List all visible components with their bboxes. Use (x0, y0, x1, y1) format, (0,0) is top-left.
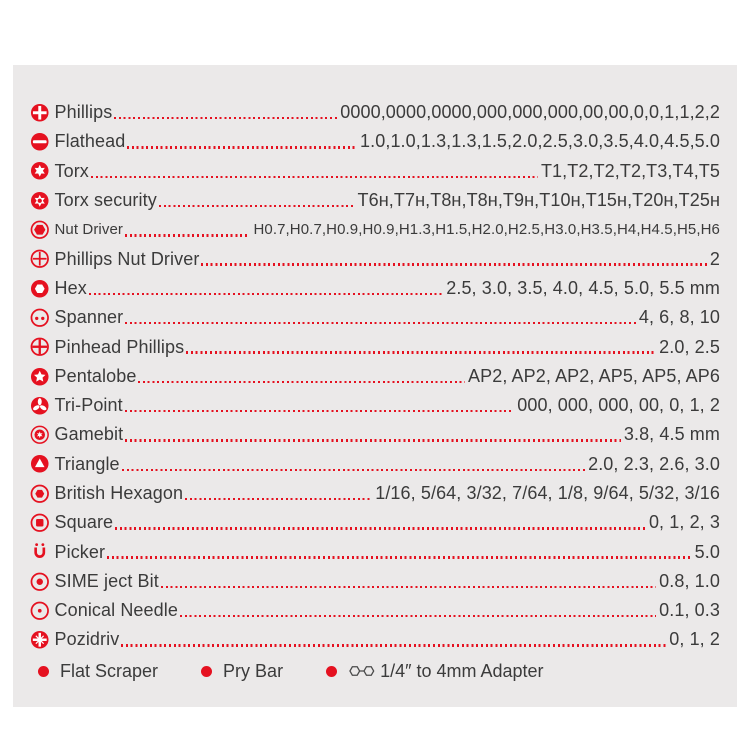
spec-row-gamebit (30, 420, 720, 449)
dotted-leader (107, 556, 692, 558)
dotted-leader (138, 381, 465, 383)
spec-values: 2 (709, 248, 720, 269)
flathead-icon (30, 132, 50, 152)
dotted-leader (125, 322, 636, 324)
spec-label: Square (54, 512, 114, 533)
spec-label: Gamebit (54, 424, 124, 445)
gamebit-icon (30, 425, 50, 445)
spec-values: AP2, AP2, AP2, AP5, AP5, AP6 (468, 365, 720, 386)
spec-label: Hex (54, 277, 87, 298)
bullet-dot-icon (38, 666, 49, 677)
footer-extras (30, 657, 720, 686)
torx-icon (30, 161, 50, 181)
dotted-leader (122, 469, 585, 471)
nut-driver-icon (30, 220, 50, 240)
bullet-dot-icon (201, 666, 212, 677)
spec-label: Torx security (54, 190, 157, 211)
hex-icon (30, 279, 50, 299)
torx-security-icon (30, 191, 50, 211)
spec-row-nut-driver (30, 215, 720, 244)
spec-label: Phillips Nut Driver (54, 248, 200, 269)
spec-row-pinhead-phillips (30, 332, 720, 361)
dotted-leader (89, 293, 443, 295)
footer-item-adapter (326, 661, 543, 682)
spec-row-pentalobe (30, 362, 720, 391)
phillips-nut-driver-icon (30, 249, 50, 269)
spec-values: 3.8, 4.5 mm (623, 424, 720, 445)
spec-values: 5.0 (694, 541, 720, 562)
spec-row-tri-point (30, 391, 720, 420)
hex-shank-adapter-icon (348, 664, 379, 678)
british-hexagon-icon (30, 484, 50, 504)
spec-label: SIME ject Bit (54, 570, 159, 591)
tri-point-icon (30, 396, 50, 416)
spec-values: T1,T2,T2,T2,T3,T4,T5 (540, 160, 720, 181)
dotted-leader (186, 351, 656, 353)
spec-values: H0.7,H0.7,H0.9,H0.9,H1.3,H1.5,H2.0,H2.5,H3.0,H3.5,H4,H4.5,H5,H6 (253, 221, 720, 239)
pinhead-phillips-icon (30, 337, 50, 357)
spec-sheet-panel (13, 65, 737, 707)
spec-row-torx-security (30, 186, 720, 215)
spec-values: 0, 1, 2 (669, 629, 720, 650)
triangle-icon (30, 454, 50, 474)
dotted-leader (114, 117, 337, 119)
spec-values: 2.5, 3.0, 3.5, 4.0, 4.5, 5.0, 5.5 mm (446, 277, 720, 298)
footer-label: Pry Bar (223, 660, 284, 681)
spec-row-british-hexagon (30, 479, 720, 508)
footer-item-pry-bar (201, 661, 283, 682)
dotted-leader (91, 176, 538, 178)
phillips-icon (30, 103, 50, 123)
spec-values: 0, 1, 2, 3 (648, 512, 720, 533)
spec-label: Pentalobe (54, 365, 137, 386)
footer-label: Flat Scraper (60, 660, 159, 681)
spec-values: 0.8, 1.0 (659, 570, 720, 591)
footer-item-flat-scraper (38, 661, 158, 682)
spec-label: Pinhead Phillips (54, 336, 185, 357)
conical-needle-icon (30, 601, 50, 621)
spec-row-triangle (30, 450, 720, 479)
spec-label: Spanner (54, 307, 124, 328)
spec-row-pozidriv (30, 625, 720, 654)
spec-values: 0.1, 0.3 (659, 600, 720, 621)
spec-label: Torx (54, 160, 89, 181)
spec-label: Flathead (54, 131, 126, 152)
spec-label: Phillips (54, 102, 113, 123)
spec-values: 1.0,1.0,1.3,1.3,1.5,2.0,2.5,3.0,3.5,4.0,4.5,5.0 (360, 131, 720, 152)
dotted-leader (121, 644, 666, 646)
spec-values: T6ʜ,T7ʜ,T8ʜ,T8ʜ,T9ʜ,T10ʜ,T15ʜ,T20ʜ,T25ʜ (357, 190, 720, 211)
pentalobe-icon (30, 367, 50, 387)
spec-label: Picker (54, 541, 106, 562)
spec-values: 000, 000, 000, 00, 0, 1, 2 (517, 395, 720, 416)
spec-values: 0000,0000,0000,000,000,000,00,00,0,0,1,1,2,2 (340, 102, 720, 123)
spec-values: 2.0, 2.3, 2.6, 3.0 (588, 453, 720, 474)
footer-label: 1/4″ to 4mm Adapter (380, 660, 544, 681)
spec-row-torx (30, 157, 720, 186)
spec-row-square (30, 508, 720, 537)
spec-row-phillips-nut-driver (30, 244, 720, 273)
spec-values: 1/16, 5/64, 3/32, 7/64, 1/8, 9/64, 5/32, 3/16 (375, 483, 720, 503)
dotted-leader (201, 263, 706, 265)
dotted-leader (125, 439, 621, 441)
dotted-leader (115, 527, 646, 529)
spec-values: 2.0, 2.5 (659, 336, 720, 357)
dotted-leader (125, 410, 514, 412)
square-icon (30, 513, 50, 533)
dotted-leader (125, 234, 250, 236)
spec-row-flathead (30, 127, 720, 156)
spec-row-hex (30, 274, 720, 303)
spec-label: Triangle (54, 453, 120, 474)
dotted-leader (161, 586, 656, 588)
dotted-leader (127, 146, 357, 148)
spec-row-sime-ject-bit (30, 567, 720, 596)
spec-label: British Hexagon (54, 483, 184, 503)
spec-label: Tri-Point (54, 395, 123, 416)
sime-ject-bit-icon (30, 572, 50, 592)
spec-row-picker (30, 537, 720, 566)
spec-values: 4, 6, 8, 10 (638, 307, 720, 328)
pozidriv-icon (30, 630, 50, 650)
spanner-icon (30, 308, 50, 328)
dotted-leader (159, 205, 355, 207)
dotted-leader (185, 498, 372, 500)
spec-label: Pozidriv (54, 629, 120, 650)
picker-icon (30, 542, 50, 562)
spec-row-spanner (30, 303, 720, 332)
spec-label: Nut Driver (54, 221, 124, 239)
spec-label: Conical Needle (54, 600, 178, 621)
bullet-dot-icon (326, 666, 337, 677)
spec-row-conical-needle (30, 596, 720, 625)
spec-row-phillips (30, 98, 720, 127)
dotted-leader (180, 615, 656, 617)
